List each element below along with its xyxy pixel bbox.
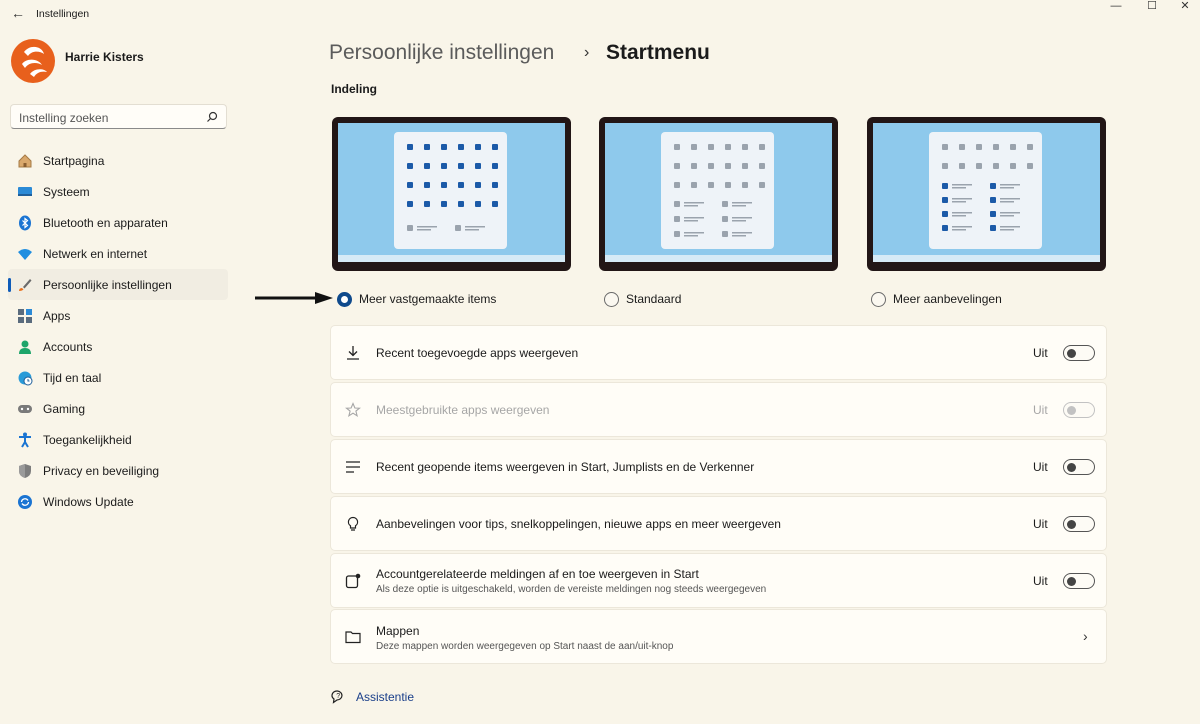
setting-title: Accountgerelateerde meldingen af en toe weergeven in Start (376, 567, 699, 581)
preview-screen (873, 123, 1100, 262)
sidebar-item-label: Tijd en taal (43, 370, 102, 385)
folder-icon (344, 628, 362, 646)
toggle-state-label: Uit (1033, 574, 1048, 588)
breadcrumb-separator: › (584, 44, 590, 61)
setting-description: Als deze optie is uitgeschakeld, worden de vereiste meldingen nog steeds weergegeven (376, 584, 767, 595)
title-bar (0, 0, 1200, 28)
setting-title: Recent toegevoegde apps weergeven (376, 346, 579, 360)
bluetooth-icon (16, 214, 34, 232)
breadcrumb-parent[interactable]: Persoonlijke instellingen (329, 41, 555, 64)
brush-icon (16, 276, 34, 294)
sidebar-item-systeem[interactable] (8, 176, 228, 207)
toggle-switch[interactable] (1063, 345, 1095, 361)
radio-label: Meer vastgemaakte items (359, 292, 497, 306)
radio-more-pins[interactable] (337, 290, 496, 308)
list-icon (344, 458, 362, 476)
page-title: Startmenu (606, 41, 710, 64)
toggle-state-label: Uit (1033, 517, 1048, 531)
help-link[interactable] (330, 689, 414, 705)
toggle-switch[interactable] (1063, 573, 1095, 589)
toggle-state-label: Uit (1033, 403, 1048, 417)
preview-screen (605, 123, 832, 262)
setting-title: Aanbevelingen voor tips, snelkoppelingen, nieuwe apps en meer weergeven (376, 517, 781, 531)
toggle-state-label: Uit (1033, 460, 1048, 474)
setting-row-folders[interactable] (330, 609, 1107, 664)
search-box[interactable] (10, 104, 227, 129)
sidebar-item-gaming[interactable] (8, 393, 228, 424)
sidebar-item-netwerk[interactable] (8, 238, 228, 269)
sidebar-item-privacy[interactable] (8, 455, 228, 486)
shield-icon (16, 462, 34, 480)
radio-button-selected[interactable] (337, 292, 352, 307)
toggle-switch[interactable] (1063, 459, 1095, 475)
sidebar-item-label: Systeem (43, 184, 90, 199)
sidebar-item-windows-update[interactable] (8, 486, 228, 517)
layout-preview-more-pins[interactable] (332, 117, 571, 271)
setting-title: Meestgebruikte apps weergeven (376, 403, 550, 417)
setting-description: Deze mappen worden weergegeven op Start naast de aan/uit-knop (376, 641, 674, 652)
gamepad-icon (16, 400, 34, 418)
sidebar-item-label: Privacy en beveiliging (43, 463, 160, 478)
sidebar-item-persoonlijke-instellingen[interactable] (8, 269, 228, 300)
radio-more-recommendations[interactable] (871, 290, 1002, 308)
minimize-button[interactable]: — (1110, 0, 1122, 12)
notification-icon (344, 572, 362, 590)
setting-row-most-used-apps (330, 382, 1107, 437)
app-title: Instellingen (36, 8, 90, 20)
wifi-icon (16, 245, 34, 263)
update-icon (16, 493, 34, 511)
setting-row-recommendations[interactable] (330, 496, 1107, 551)
sidebar-item-label: Apps (43, 308, 71, 323)
sidebar-item-label: Accounts (43, 339, 93, 354)
radio-standard[interactable] (604, 290, 681, 308)
annotation-arrow (255, 291, 333, 305)
search-icon (206, 111, 218, 123)
start-panel-preview (929, 132, 1042, 249)
help-label[interactable]: Assistentie (356, 690, 415, 704)
sidebar-item-toegankelijkheid[interactable] (8, 424, 228, 455)
avatar (10, 38, 56, 84)
toggle-switch (1063, 402, 1095, 418)
chevron-right-icon: › (1083, 628, 1088, 644)
sidebar-item-apps[interactable] (8, 300, 228, 331)
sidebar-item-label: Toegankelijkheid (43, 432, 132, 447)
sidebar-item-label: Windows Update (43, 494, 134, 509)
setting-title: Recent geopende items weergeven in Start, Jumplists en de Verkenner (376, 460, 755, 474)
monitor-icon (16, 183, 34, 201)
apps-icon (16, 307, 34, 325)
setting-row-account-notifications[interactable] (330, 553, 1107, 608)
sidebar-item-startpagina[interactable] (8, 145, 228, 176)
setting-row-recent-apps[interactable] (330, 325, 1107, 380)
back-button[interactable]: ← (11, 5, 25, 21)
star-icon (344, 401, 362, 419)
start-panel-preview (394, 132, 507, 249)
toggle-state-label: Uit (1033, 346, 1048, 360)
person-icon (16, 338, 34, 356)
setting-title: Mappen (376, 624, 420, 638)
svg-text:?: ? (336, 693, 341, 701)
sidebar-nav (8, 145, 228, 517)
accessibility-icon (16, 431, 34, 449)
download-icon (344, 344, 362, 362)
sidebar-item-label: Startpagina (43, 153, 105, 168)
sidebar-item-bluetooth[interactable] (8, 207, 228, 238)
radio-label: Meer aanbevelingen (893, 292, 1002, 306)
sidebar-item-label: Gaming (43, 401, 86, 416)
close-button[interactable]: ✕ (1180, 0, 1190, 12)
radio-button[interactable] (604, 292, 619, 307)
user-name: Harrie Kisters (65, 50, 144, 64)
sidebar-item-label: Netwerk en internet (43, 246, 148, 261)
maximize-button[interactable]: ☐ (1147, 0, 1157, 12)
preview-screen (338, 123, 565, 262)
layout-preview-more-recommendations[interactable] (867, 117, 1106, 271)
help-icon (330, 689, 346, 705)
sidebar-item-label: Persoonlijke instellingen (43, 277, 172, 292)
start-panel-preview (661, 132, 774, 249)
sidebar-item-label: Bluetooth en apparaten (43, 215, 168, 230)
globe-clock-icon (16, 369, 34, 387)
section-title-indeling: Indeling (331, 82, 377, 96)
search-input[interactable]: Instelling zoeken (19, 111, 109, 125)
radio-button[interactable] (871, 292, 886, 307)
layout-preview-standard[interactable] (599, 117, 838, 271)
radio-label: Standaard (626, 292, 682, 306)
sidebar-item-accounts[interactable] (8, 331, 228, 362)
sidebar-item-tijd-en-taal[interactable] (8, 362, 228, 393)
setting-row-recent-items[interactable] (330, 439, 1107, 494)
lightbulb-icon (344, 515, 362, 533)
toggle-switch[interactable] (1063, 516, 1095, 532)
home-icon (16, 152, 34, 170)
